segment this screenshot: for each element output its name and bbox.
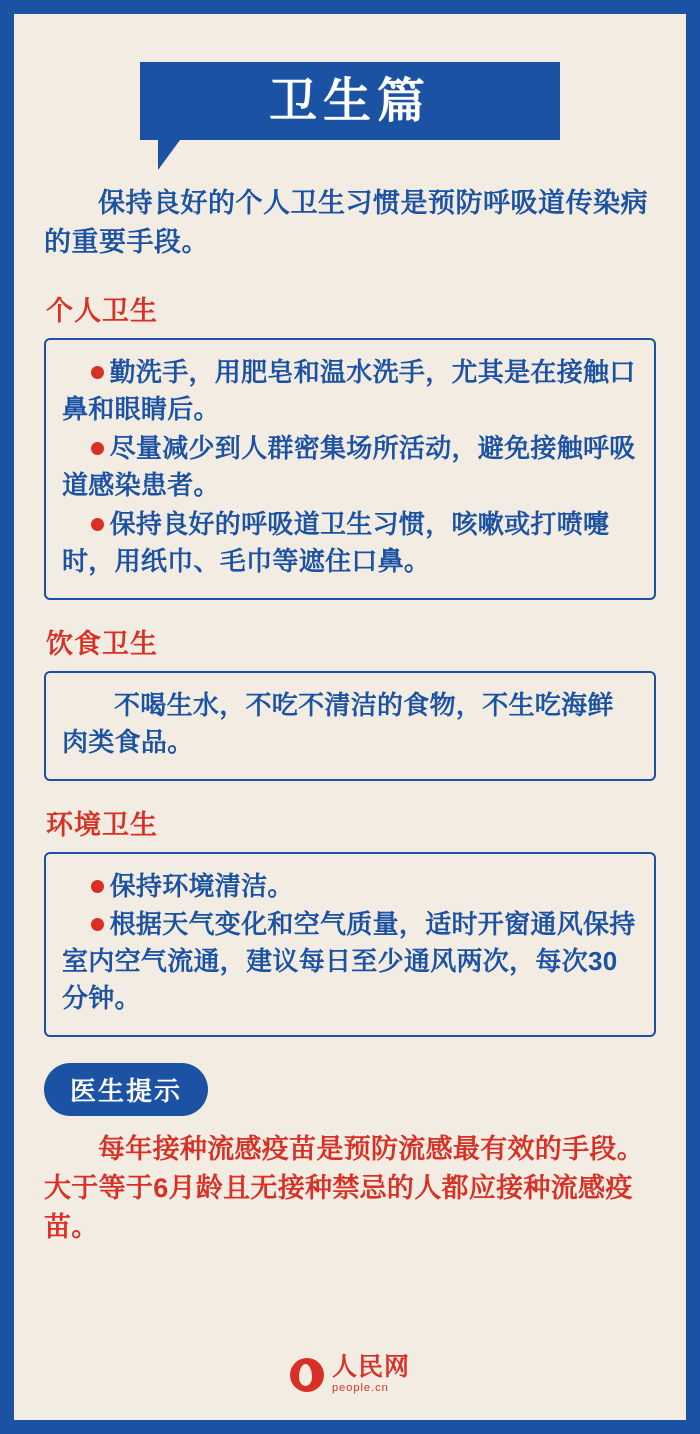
section-box-environment-hygiene — [44, 852, 656, 1038]
list-item — [62, 868, 638, 905]
list-item: 不喝生水，不吃不清洁的食物，不生吃海鲜肉类食品。 — [62, 689, 614, 757]
bullet-dot-icon — [91, 442, 104, 455]
doctor-tip-text: 每年接种流感疫苗是预防流感最有效的手段。大于等于6月龄且无接种禁忌的人都应接种流感疫苗。 — [44, 1134, 644, 1243]
poster-inner — [14, 14, 686, 1420]
list-item-text: 保持良好的呼吸道卫生习惯，咳嗽或打喷嚏时，用纸巾、毛巾等遮住口鼻。 — [62, 508, 610, 576]
section-box-food-hygiene — [44, 671, 656, 781]
list-item-text: 保持环境清洁。 — [109, 870, 294, 901]
list-item-text: 勤洗手，用肥皂和温水洗手，尤其是在接触口鼻和眼睛后。 — [62, 357, 636, 425]
title-banner — [140, 62, 560, 140]
banner-tail-icon — [158, 140, 180, 170]
list-item — [62, 430, 638, 504]
bullet-dot-icon — [91, 366, 104, 379]
list-item — [62, 506, 638, 580]
page-title: 卫生篇 — [268, 73, 431, 129]
list-item — [62, 354, 638, 428]
list-item — [62, 906, 638, 1017]
section-heading-food-hygiene: 饮食卫生 — [46, 628, 158, 659]
title-banner-wrap — [44, 62, 656, 140]
section-box-personal-hygiene — [44, 338, 656, 599]
footer-logo — [14, 1355, 686, 1394]
section-heading-environment-hygiene: 环境卫生 — [46, 809, 158, 840]
doctor-tip-pill-wrap — [44, 1063, 656, 1116]
list-item-text: 尽量减少到人群密集场所活动，避免接触呼吸道感染患者。 — [62, 433, 636, 500]
list-item-text: 根据天气变化和空气质量，适时开窗通风保持室内空气流通，建议每日至少通风两次，每次30分钟。 — [62, 909, 636, 1014]
logo-name-en: people.cn — [331, 1382, 389, 1394]
section-heading-personal-hygiene: 个人卫生 — [46, 296, 158, 327]
bullet-dot-icon — [91, 918, 104, 931]
bullet-dot-icon — [91, 518, 104, 531]
doctor-tip-badge: 医生提示 — [44, 1063, 208, 1116]
logo-text-group — [332, 1355, 410, 1394]
people-cn-logo-icon — [290, 1358, 324, 1392]
bullet-dot-icon — [91, 880, 104, 893]
logo-name-cn: 人民网 — [331, 1353, 410, 1381]
intro-paragraph: 保持良好的个人卫生习惯是预防呼吸道传染病的重要手段。 — [44, 188, 648, 258]
